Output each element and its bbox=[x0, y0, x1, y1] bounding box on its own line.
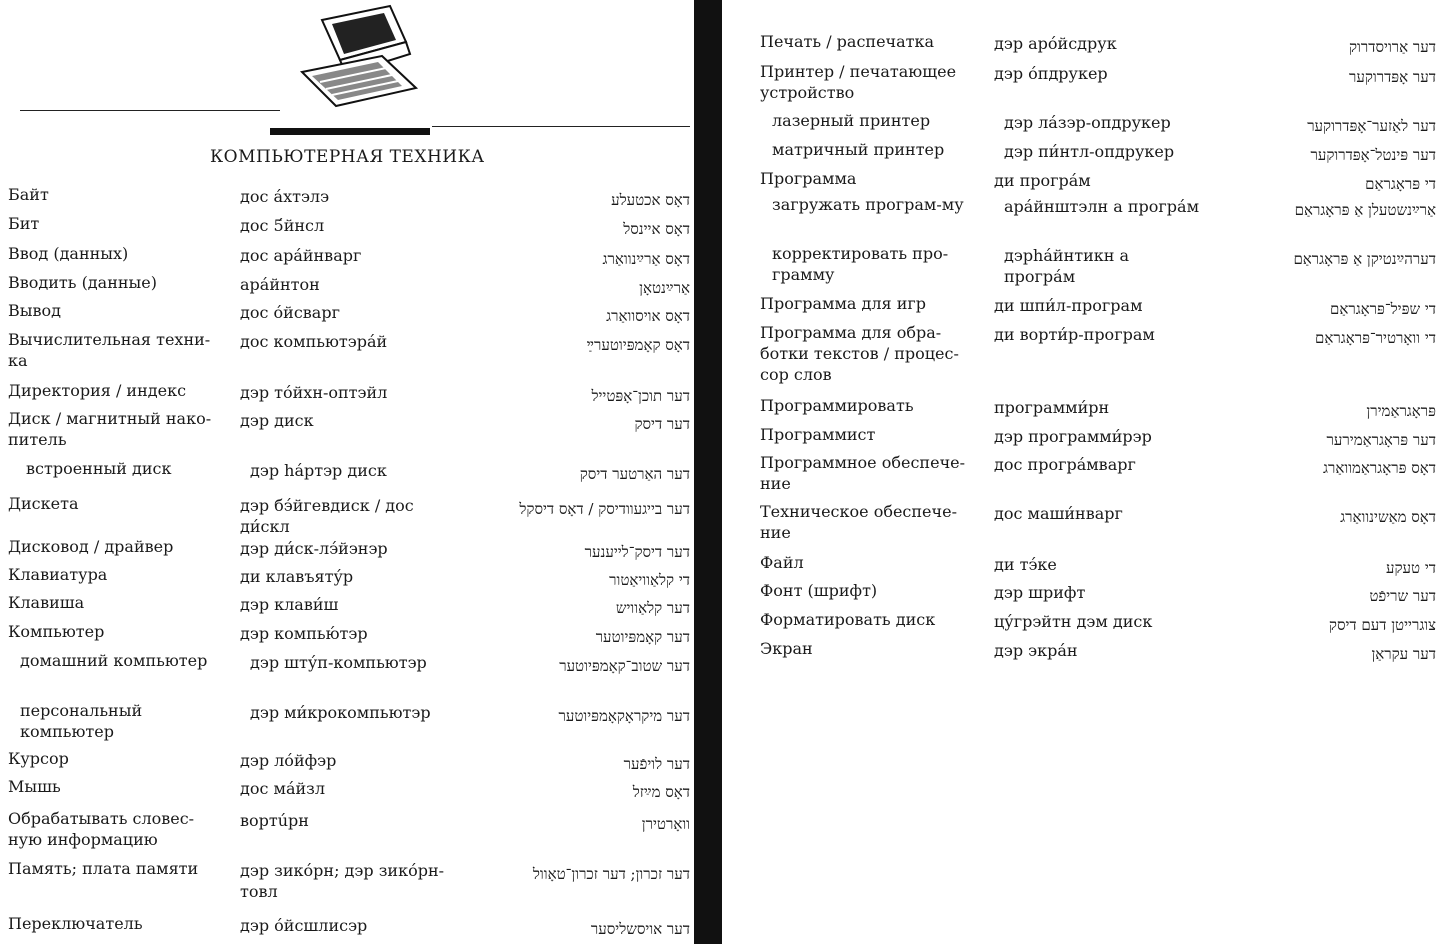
entry-russian: Клавиша bbox=[8, 593, 85, 612]
entry-transliteration: дэр лóйфэр bbox=[240, 751, 337, 770]
entry-yiddish: דער פּראָגראַמירער bbox=[1326, 431, 1436, 449]
entry-yiddish: דער שטוב־קאָמפּיוטער bbox=[559, 657, 690, 675]
entry-yiddish: אַרײַנשטעלן אַ פּראָגראַם bbox=[1294, 201, 1436, 219]
entry-transliteration: программи́рн bbox=[994, 398, 1110, 417]
entry-transliteration: дос програ́мварг bbox=[994, 455, 1136, 474]
entry-russian: Переключатель bbox=[8, 914, 143, 933]
entry-yiddish: די טעקע bbox=[1386, 559, 1436, 577]
entry-transliteration: дэр óпдрукер bbox=[994, 64, 1108, 83]
entry-russian: загружать програм-му bbox=[772, 195, 964, 214]
entry-yiddish: צוגרייטן דעם דיסק bbox=[1328, 616, 1436, 634]
entry-transliteration: дэрhа́йнтикн а програ́м bbox=[1004, 246, 1130, 286]
entry-yiddish: דאָס אויסוואַרג bbox=[606, 307, 690, 325]
entry-transliteration: дос арáйнварг bbox=[240, 246, 362, 265]
entry-yiddish: דאָס איינסל bbox=[623, 220, 690, 238]
entry-russian: Фонт (шрифт) bbox=[760, 581, 878, 600]
entry-yiddish: דער עקראַן bbox=[1371, 645, 1436, 663]
entry-yiddish: דער פּינטל־אָפּדרוקער bbox=[1310, 146, 1436, 164]
entry-russian: Бит bbox=[8, 214, 40, 233]
entry-yiddish: דער דיסק bbox=[634, 415, 690, 433]
entry-transliteration: вортúрн bbox=[240, 811, 309, 830]
entry-yiddish: דער מיקראָקאָמפּיוטער bbox=[558, 707, 690, 725]
entry-transliteration: дэр бэ́йгевдиск / дос ди́скл bbox=[240, 496, 414, 536]
entry-transliteration: дэр клави́ш bbox=[240, 595, 339, 614]
entry-russian: корректировать про-грамму bbox=[772, 244, 949, 284]
entry-russian: Ввод (данных) bbox=[8, 244, 129, 263]
entry-transliteration: ди клавъяту́р bbox=[240, 567, 354, 586]
section-title: КОМПЬЮТЕРНАЯ ТЕХНИКА bbox=[210, 147, 485, 167]
entry-transliteration: цу́грэйтн дэм диск bbox=[994, 612, 1153, 631]
entry-yiddish: דאָס אכטעלע bbox=[611, 191, 690, 209]
entry-transliteration: дэр пи́нтл-опдрукер bbox=[1004, 142, 1175, 161]
book-gutter bbox=[694, 0, 722, 944]
entry-yiddish: דאָס מײַזל bbox=[632, 783, 690, 801]
entry-transliteration: дэр арóйсдрук bbox=[994, 34, 1117, 53]
entry-transliteration: арáйнтон bbox=[240, 275, 320, 294]
entry-transliteration: дэр ми́крокомпьютэр bbox=[250, 703, 431, 722]
entry-russian: матричный принтер bbox=[772, 140, 945, 159]
entry-yiddish: דער שריפֿט bbox=[1369, 587, 1436, 605]
entry-yiddish: דער קאָמפּיוטער bbox=[595, 628, 690, 646]
entry-yiddish: פּראָגראַמירן bbox=[1366, 402, 1436, 420]
entry-russian: Программа для обра-ботки текстов / процес-сор слов bbox=[760, 323, 959, 384]
entry-transliteration: дэр зикóрн; дэр зикóрн-товл bbox=[240, 861, 445, 901]
entry-transliteration: арáйнштэлн а програ́м bbox=[1004, 197, 1200, 216]
entry-yiddish: די פּראָגראַם bbox=[1365, 175, 1436, 193]
entry-transliteration: дос 5́йнсл bbox=[240, 216, 325, 235]
entry-russian: Память; плата памяти bbox=[8, 859, 199, 878]
entry-transliteration: дэр ди́ск-лэ́йэнэр bbox=[240, 539, 388, 558]
entry-yiddish: אַרײַנטאָן bbox=[639, 279, 690, 297]
entry-transliteration: дос маши́нварг bbox=[994, 504, 1123, 523]
entry-russian: персональный компьютер bbox=[20, 701, 143, 741]
entry-yiddish: דער בייגעוודיסק / דאָס דיסקל bbox=[519, 500, 690, 518]
entry-yiddish: דער לאַזער־אָפּדרוקער bbox=[1307, 117, 1436, 135]
entry-russian: Байт bbox=[8, 185, 49, 204]
entry-russian: встроенный диск bbox=[26, 459, 172, 478]
entry-yiddish: דער אויסשליסער bbox=[590, 920, 690, 938]
entry-russian: Мышь bbox=[8, 777, 61, 796]
entry-yiddish: דאָס פּראָגראַמוואַרג bbox=[1323, 459, 1436, 477]
entry-russian: Принтер / печатающее устройство bbox=[760, 62, 957, 102]
entry-transliteration: дэр экра́н bbox=[994, 641, 1078, 660]
computer-icon bbox=[282, 2, 432, 122]
entry-russian: Экран bbox=[760, 639, 813, 658]
entry-russian: Вводить (данные) bbox=[8, 273, 157, 292]
entry-russian: Вывод bbox=[8, 301, 61, 320]
entry-yiddish: די שפּיל־פּראָגראַם bbox=[1330, 300, 1436, 318]
entry-yiddish: דער אָפּדרוקער bbox=[1348, 68, 1436, 86]
entry-transliteration: ди тэ́ке bbox=[994, 555, 1057, 574]
entry-transliteration: дэр óйсшлисэр bbox=[240, 916, 368, 935]
entry-transliteration: дос óйсварг bbox=[240, 303, 340, 322]
left-page bbox=[0, 0, 700, 944]
entry-transliteration: дэр компью́тэр bbox=[240, 624, 368, 643]
entry-russian: Дисковод / драйвер bbox=[8, 537, 174, 556]
entry-russian: лазерный принтер bbox=[772, 111, 931, 130]
entry-russian: Компьютер bbox=[8, 622, 105, 641]
entry-yiddish: דער אַרויסדרוק bbox=[1349, 38, 1436, 56]
entry-yiddish: דער האַרטער דיסק bbox=[579, 465, 690, 483]
entry-russian: Курсор bbox=[8, 749, 69, 768]
entry-russian: Вычислительная техни-ка bbox=[8, 330, 211, 370]
entry-yiddish: די קלאַוויאַטור bbox=[609, 571, 690, 589]
entry-yiddish: דערהײַנטיקן אַ פּראָגראַם bbox=[1293, 250, 1436, 268]
entry-russian: Печать / распечатка bbox=[760, 32, 935, 51]
entry-yiddish: דאָס מאַשינוואַרג bbox=[1340, 508, 1436, 526]
entry-transliteration: дос áхтэлэ bbox=[240, 187, 330, 206]
entry-russian: Обрабатывать словес-ную информацию bbox=[8, 809, 195, 849]
entry-russian: Файл bbox=[760, 553, 804, 572]
entry-russian: Форматировать диск bbox=[760, 610, 936, 629]
entry-yiddish: וואָרטירן bbox=[641, 815, 690, 833]
entry-yiddish: דער דיסק־לייענער bbox=[584, 543, 690, 561]
entry-russian: Программа для игр bbox=[760, 294, 926, 313]
entry-yiddish: דער זכרון; דער זכרון־טאָוול bbox=[532, 865, 690, 883]
entry-russian: Дискета bbox=[8, 494, 79, 513]
entry-russian: Клавиатура bbox=[8, 565, 108, 584]
entry-transliteration: дос компьютэрáй bbox=[240, 332, 388, 351]
entry-transliteration: дэр программи́рэр bbox=[994, 427, 1152, 446]
entry-transliteration: дэр шту́п-компьютэр bbox=[250, 653, 427, 672]
entry-transliteration: дэр лáзэр-опдрукер bbox=[1004, 113, 1171, 132]
entry-transliteration: ди шпи́л-програм bbox=[994, 296, 1143, 315]
entry-russian: Программа bbox=[760, 169, 857, 188]
entry-transliteration: дэр шрифт bbox=[994, 583, 1086, 602]
entry-yiddish: דער לויפֿער bbox=[623, 755, 690, 773]
entry-yiddish: דאָס קאָמפּיוטערײַ bbox=[586, 336, 690, 354]
entry-transliteration: дэр диск bbox=[240, 411, 314, 430]
entry-transliteration: дос мáйзл bbox=[240, 779, 326, 798]
entry-russian: Программист bbox=[760, 425, 876, 444]
entry-transliteration: дэр hа́ртэр диск bbox=[250, 461, 387, 480]
entry-yiddish: דאָס אַרײַנוואַרג bbox=[602, 250, 690, 268]
entry-transliteration: ди ворти́р-програм bbox=[994, 325, 1155, 344]
entry-russian: домашний компьютер bbox=[20, 651, 208, 670]
entry-russian: Программное обеспече-ние bbox=[760, 453, 966, 493]
entry-yiddish: דער תוכן־אָפּטייל bbox=[591, 387, 690, 405]
entry-transliteration: ди програ́м bbox=[994, 171, 1091, 190]
entry-russian: Программировать bbox=[760, 396, 914, 415]
entry-russian: Директория / индекс bbox=[8, 381, 187, 400]
entry-yiddish: דער קלאַוויש bbox=[615, 599, 690, 617]
right-page bbox=[726, 0, 1444, 944]
entry-russian: Диск / магнитный нако-питель bbox=[8, 409, 212, 449]
entry-russian: Техническое обеспече-ние bbox=[760, 502, 957, 542]
entry-yiddish: די וואָרטיר־פּראָגראַם bbox=[1315, 329, 1436, 347]
entry-transliteration: дэр тóйхн-оптэйл bbox=[240, 383, 388, 402]
